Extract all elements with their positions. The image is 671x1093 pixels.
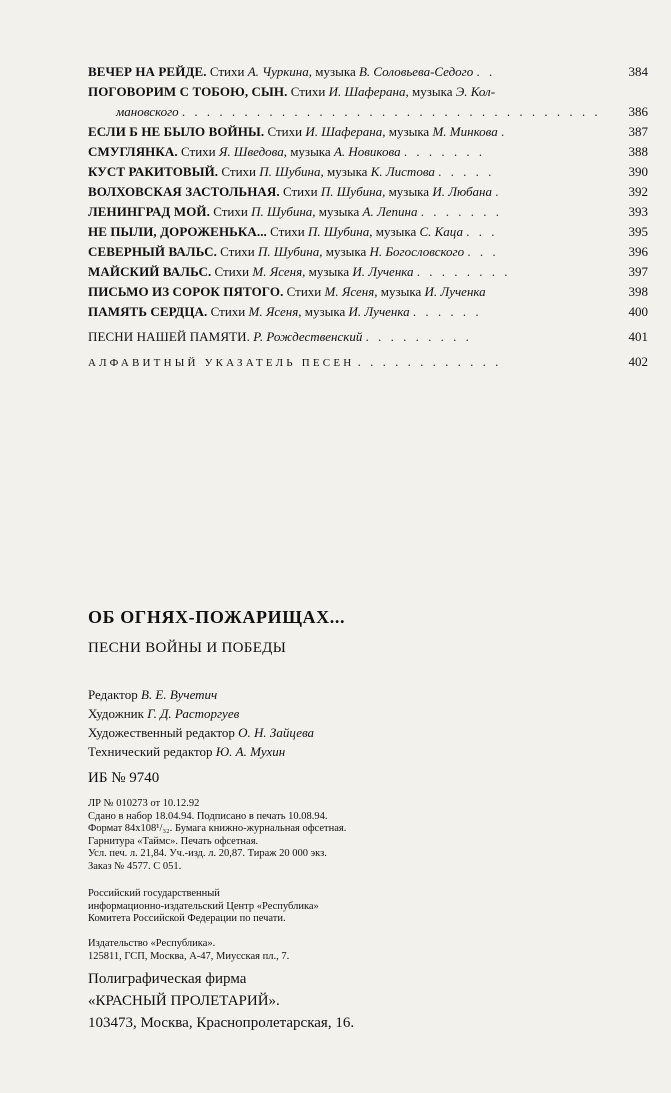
toc-lyricist: М. Ясеня, — [248, 304, 302, 319]
toc-music-label: музыка — [325, 244, 367, 259]
book-subtitle: ПЕСНИ ВОЙНЫ И ПОБЕДЫ — [88, 640, 287, 656]
toc-composer: И. Лученка — [348, 304, 410, 319]
toc-music-label: музыка — [411, 84, 453, 99]
toc-leader-dots: . . . — [467, 244, 499, 259]
printer-line: «КРАСНЫЙ ПРОЛЕТАРИЙ». — [88, 993, 280, 1009]
printer-line: 103473, Москва, Краснопролетарская, 16. — [88, 1015, 355, 1031]
credit-line — [88, 704, 314, 723]
tech-line: ЛР № 010273 от 10.12.92 — [88, 798, 200, 809]
credit-name: О. Н. Зайцева — [238, 725, 315, 740]
publisher-info — [88, 938, 289, 963]
credit-line — [88, 723, 314, 742]
toc-lyrics-label: Стихи — [286, 284, 322, 299]
toc-leader-dots: . . . . . . . . . . . . — [357, 354, 502, 369]
toc-song-title: СМУГЛЯНКА. — [88, 144, 178, 159]
toc-lyrics-label: Стихи — [283, 184, 318, 199]
toc-entry-text — [88, 222, 612, 242]
toc-lyrics-label: Стихи — [290, 84, 326, 99]
toc-entry — [88, 282, 648, 302]
toc-song-title: ЛЕНИНГРАД МОЙ. — [88, 204, 210, 219]
toc-song-title: ВОЛХОВСКАЯ ЗАСТОЛЬНАЯ. — [88, 184, 280, 199]
toc-lyricist: П. Шубина, — [258, 244, 323, 259]
toc-page-number: 392 — [628, 184, 648, 199]
toc-page-number: 393 — [628, 204, 648, 219]
toc-lyricist: П. Шубина, — [308, 224, 373, 239]
toc-music-label: музыка — [388, 184, 430, 199]
toc-page-number: 390 — [628, 164, 648, 179]
credit-name: Г. Д. Расторгуев — [147, 706, 240, 721]
toc-music-label: музыка — [315, 64, 356, 79]
tech-line: Формат 84x108¹/₃₂. Бумага книжно-журнальная офсетная. — [88, 823, 347, 834]
toc-page-number: 388 — [628, 144, 648, 159]
table-of-contents — [88, 62, 648, 372]
toc-lyricist: И. Шаферана, — [305, 124, 386, 139]
toc-lyrics-label: Стихи — [267, 124, 303, 139]
toc-leader-dots: . . . . . . — [412, 304, 482, 319]
toc-music-label: музыка — [304, 304, 346, 319]
toc-page-number: 396 — [628, 244, 648, 259]
credit-name: Ю. А. Мухин — [215, 744, 286, 759]
toc-entry — [88, 352, 648, 372]
toc-leader-dots: . . . . . . . . . — [365, 329, 472, 344]
toc-lyricist: Я. Шведова, — [218, 144, 287, 159]
toc-music-label: музыка — [388, 124, 430, 139]
toc-page-number: 386 — [628, 104, 648, 119]
toc-composer: А. Новикова — [333, 144, 401, 159]
credit-line — [88, 742, 314, 761]
printer-info — [88, 968, 354, 1034]
organization-info — [88, 888, 319, 926]
toc-entry — [88, 202, 648, 222]
toc-entry-text — [88, 142, 612, 162]
toc-leader-dots: . . . . . . . — [403, 144, 486, 159]
toc-entry — [88, 142, 648, 162]
toc-section-title: ПЕСНИ НАШЕЙ ПАМЯТИ. — [88, 329, 250, 344]
toc-song-title: СЕВЕРНЫЙ ВАЛЬС. — [88, 244, 217, 259]
toc-music-label: музыка — [318, 204, 360, 219]
toc-song-title: ЕСЛИ Б НЕ БЫЛО ВОЙНЫ. — [88, 124, 265, 139]
toc-music-label: музыка — [326, 164, 368, 179]
toc-entry-text — [88, 352, 612, 373]
toc-entry — [88, 242, 648, 262]
toc-lyricist: М. Ясеня, — [324, 284, 378, 299]
toc-leader-dots: . — [495, 184, 502, 199]
toc-music-label: музыка — [380, 284, 422, 299]
toc-entry — [88, 122, 648, 142]
toc-leader-dots: . . . — [466, 224, 498, 239]
toc-page-number: 401 — [628, 329, 648, 344]
toc-composer: И. Любана — [432, 184, 493, 199]
toc-page-number: 395 — [628, 224, 648, 239]
toc-song-title: НЕ ПЫЛИ, ДОРОЖЕНЬКА... — [88, 224, 267, 239]
toc-lyricist: П. Шубина, — [259, 164, 324, 179]
toc-page-number: 387 — [628, 124, 648, 139]
org-line: Российский государственный — [88, 888, 220, 899]
publisher-line: Издательство «Республика». — [88, 938, 216, 949]
tech-line: Заказ № 4577. С 051. — [88, 860, 182, 872]
toc-lyrics-label: Стихи — [210, 304, 246, 319]
toc-music-label: музыка — [375, 224, 417, 239]
toc-entry-text — [88, 327, 612, 347]
toc-entry — [88, 82, 648, 122]
toc-entry — [88, 222, 648, 242]
printer-line: Полиграфическая фирма — [88, 971, 247, 987]
org-line: информационно-издательский Центр «Республика» — [88, 900, 319, 912]
toc-leader-dots: . . . . . — [438, 164, 495, 179]
toc-entry — [88, 62, 648, 82]
toc-leader-dots: . . . . . . . . . . . . . . . . . . . . . . . . . . . . . . . . . . — [181, 104, 601, 119]
toc-entry-text — [88, 202, 612, 222]
toc-song-title: ПАМЯТЬ СЕРДЦА. — [88, 304, 208, 319]
toc-leader-dots: . — [500, 124, 508, 139]
toc-entry — [88, 182, 648, 202]
toc-song-title: ВЕЧЕР НА РЕЙДЕ. — [88, 64, 207, 79]
toc-page-number: 400 — [628, 304, 648, 319]
credit-role: Технический редактор — [88, 744, 213, 759]
toc-entry-text — [88, 122, 612, 142]
toc-page-number: 402 — [628, 354, 648, 369]
toc-section-title: АЛФАВИТНЫЙ УКАЗАТЕЛЬ ПЕСЕН — [88, 357, 355, 369]
toc-entry-text — [88, 262, 612, 282]
toc-entry-text — [88, 162, 612, 182]
toc-music-label: музыка — [290, 144, 331, 159]
toc-lyrics-label: Стихи — [220, 244, 255, 259]
toc-entry — [88, 162, 648, 182]
toc-composer: И. Лученка — [424, 284, 486, 299]
toc-lyricist: М. Ясеня, — [252, 264, 306, 279]
toc-entry-text — [88, 302, 612, 322]
toc-page-number: 384 — [628, 64, 648, 79]
toc-entry — [88, 327, 648, 347]
toc-composer: С. Каца — [419, 224, 463, 239]
toc-author: Р. Рождественский — [253, 329, 363, 344]
tech-line: Гарнитура «Таймс». Печать офсетная. — [88, 835, 259, 847]
toc-lyrics-label: Стихи — [181, 144, 216, 159]
toc-song-title: ПИСЬМО ИЗ СОРОК ПЯТОГО. — [88, 284, 284, 299]
toc-song-title: ПОГОВОРИМ С ТОБОЮ, СЫН. — [88, 84, 288, 99]
toc-entry — [88, 262, 648, 282]
credit-role: Художник — [88, 706, 144, 721]
toc-lyrics-label: Стихи — [213, 204, 248, 219]
toc-composer: И. Лученка — [352, 264, 414, 279]
book-title: ОБ ОГНЯХ-ПОЖАРИЩАХ... — [88, 607, 346, 627]
toc-entry-text — [88, 62, 612, 82]
toc-entry-text — [88, 242, 612, 262]
tech-line: Сдано в набор 18.04.94. Подписано в печать 10.08.94. — [88, 810, 328, 822]
toc-lyricist: П. Шубина, — [320, 184, 386, 199]
toc-composer: Н. Богословского — [369, 244, 465, 259]
toc-composer-continued: мановского — [116, 104, 179, 119]
toc-leader-dots: . . — [476, 64, 496, 79]
credit-role: Художественный редактор — [88, 725, 235, 740]
credits-block — [88, 685, 314, 761]
toc-composer: Э. Кол- — [455, 84, 496, 99]
toc-leader-dots: . . . . . . . . — [416, 264, 511, 279]
credit-name: В. Е. Вучетич — [140, 687, 218, 702]
toc-lyricist: И. Шаферана, — [328, 84, 409, 99]
toc-entry-text — [88, 182, 612, 202]
toc-lyricist: А. Чуркина, — [247, 64, 312, 79]
toc-composer: М. Минкова — [432, 124, 498, 139]
credit-role: Редактор — [88, 687, 138, 702]
org-line: Комитета Российской Федерации по печати. — [88, 913, 286, 924]
technical-info — [88, 798, 346, 873]
toc-lyrics-label: Стихи — [270, 224, 305, 239]
toc-page-number: 398 — [628, 284, 648, 299]
toc-entry-text — [88, 82, 612, 122]
toc-composer: К. Листова — [370, 164, 435, 179]
toc-composer: В. Соловьева-Седого — [358, 64, 474, 79]
toc-lyrics-label: Стихи — [209, 64, 245, 79]
credit-line — [88, 685, 314, 704]
toc-entry — [88, 302, 648, 322]
toc-lyricist: П. Шубина, — [251, 204, 316, 219]
toc-song-title: КУСТ РАКИТОВЫЙ. — [88, 164, 219, 179]
toc-leader-dots: . . . . . . . — [420, 204, 503, 219]
tech-line: Усл. печ. л. 21,84. Уч.-изд. л. 20,87. Тираж 20 000 экз. — [88, 848, 327, 859]
toc-lyrics-label: Стихи — [214, 264, 250, 279]
toc-page-number: 397 — [628, 264, 648, 279]
toc-music-label: музыка — [308, 264, 350, 279]
toc-song-title: МАЙСКИЙ ВАЛЬС. — [88, 264, 212, 279]
toc-composer: А. Лепина — [362, 204, 418, 219]
toc-entry-text — [88, 282, 612, 302]
ib-number: ИБ № 9740 — [88, 770, 160, 786]
toc-lyrics-label: Стихи — [221, 164, 256, 179]
publisher-line: 125811, ГСП, Москва, А-47, Миусская пл., 7. — [88, 950, 290, 962]
